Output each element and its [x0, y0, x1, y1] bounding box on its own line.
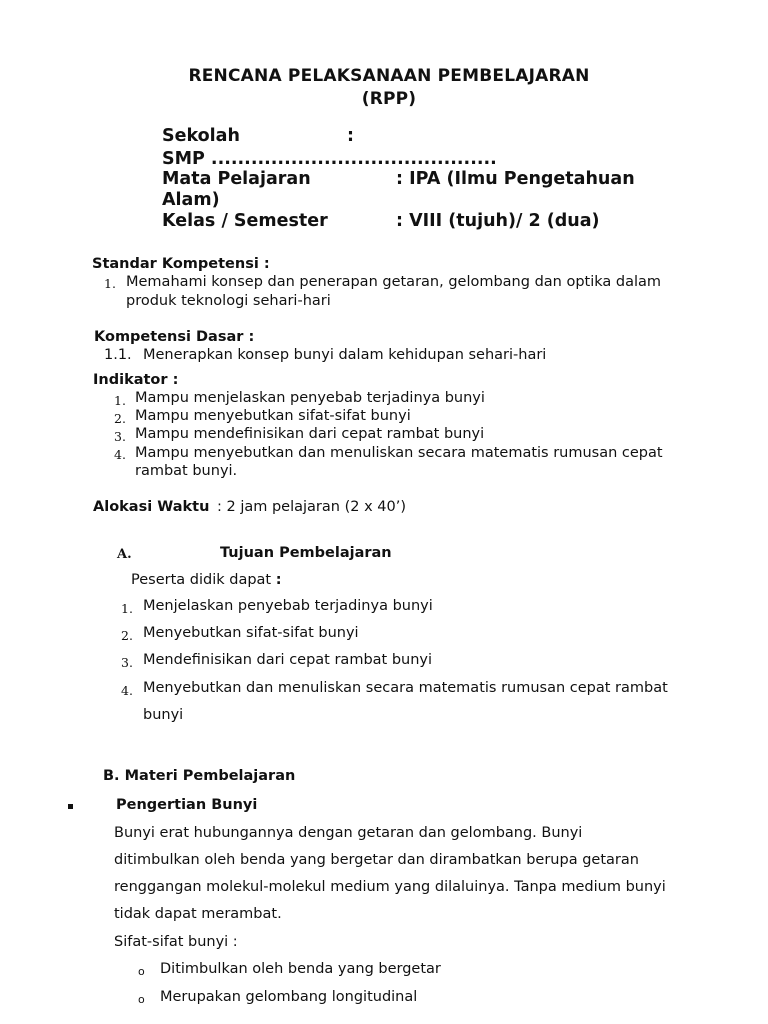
indikator-num: 3. — [114, 429, 126, 444]
tujuan-intro-colon: : — [275, 572, 282, 588]
sifat-label: Sifat-sifat bunyi : — [114, 934, 238, 950]
indikator-item: Mampu menyebutkan dan menuliskan secara matematis rumusan cepat — [135, 445, 663, 461]
standar-item-line1: Memahami konsep dan penerapan getaran, gelombang dan optika dalam — [126, 274, 662, 290]
kelas-value: : VIII (tujuh)/ 2 (dua) — [396, 211, 600, 231]
materi-paragraph-line: Bunyi erat hubungannya dengan getaran dan gelombang. Bunyi — [114, 825, 583, 841]
standar-item-num: 1. — [104, 276, 116, 291]
sekolah-label: Sekolah — [162, 126, 240, 146]
mapel-value-cont: Alam) — [162, 190, 220, 210]
tujuan-num: 2. — [121, 628, 133, 643]
document-subtitle: (RPP) — [361, 89, 417, 109]
square-bullet-icon — [68, 804, 73, 809]
indikator-item-cont: rambat bunyi. — [135, 463, 238, 479]
tujuan-intro-text: Peserta didik dapat — [131, 572, 272, 588]
tujuan-item: Mendefinisikan dari cepat rambat bunyi — [143, 652, 433, 668]
sekolah-colon: : — [347, 126, 354, 146]
indikator-num: 1. — [114, 393, 126, 408]
circle-bullet-icon: o — [138, 993, 145, 1006]
sifat-item: Merupakan gelombang longitudinal — [160, 989, 418, 1005]
circle-bullet-icon: o — [138, 965, 145, 978]
alokasi-value: : 2 jam pelajaran (2 x 40’) — [217, 499, 406, 515]
indikator-item: Mampu mendefinisikan dari cepat rambat bunyi — [135, 426, 485, 442]
indikator-item: Mampu menjelaskan penyebab terjadinya bunyi — [135, 390, 485, 406]
tujuan-num: 4. — [121, 683, 133, 698]
document-title: RENCANA PELAKSANAAN PEMBELAJARAN — [188, 66, 590, 86]
kompetensi-num: 1.1. — [104, 347, 132, 363]
tujuan-item-cont: bunyi — [143, 707, 184, 723]
tujuan-item: Menyebutkan dan menuliskan secara matematis rumusan cepat rambat — [143, 680, 668, 696]
materi-paragraph-line: ditimbulkan oleh benda yang bergetar dan dirambatkan berupa getaran — [114, 852, 639, 868]
materi-heading: B. Materi Pembelajaran — [103, 768, 296, 784]
materi-paragraph-line: tidak dapat merambat. — [114, 906, 282, 922]
sifat-item: Ditimbulkan oleh benda yang bergetar — [160, 961, 441, 977]
tujuan-item: Menyebutkan sifat-sifat bunyi — [143, 625, 359, 641]
mapel-value: : IPA (Ilmu Pengetahuan — [396, 169, 635, 189]
mapel-label: Mata Pelajaran — [162, 169, 311, 189]
kompetensi-heading: Kompetensi Dasar : — [94, 329, 255, 345]
standar-heading: Standar Kompetensi : — [92, 256, 270, 272]
indikator-num: 4. — [114, 447, 126, 462]
smp-line: SMP ........................................... — [162, 149, 497, 169]
tujuan-num: 3. — [121, 655, 133, 670]
tujuan-item: Menjelaskan penyebab terjadinya bunyi — [143, 598, 433, 614]
materi-subheading: Pengertian Bunyi — [116, 797, 258, 813]
tujuan-heading: Tujuan Pembelajaran — [220, 545, 392, 561]
indikator-item: Mampu menyebutkan sifat-sifat bunyi — [135, 408, 411, 424]
kelas-label: Kelas / Semester — [162, 211, 328, 231]
materi-paragraph-line: renggangan molekul-molekul medium yang dilaluinya. Tanpa medium bunyi — [114, 879, 666, 895]
kompetensi-text: Menerapkan konsep bunyi dalam kehidupan sehari-hari — [143, 347, 547, 363]
alokasi-label: Alokasi Waktu — [93, 499, 210, 515]
tujuan-letter: A. — [117, 547, 132, 562]
tujuan-num: 1. — [121, 601, 133, 616]
indikator-heading: Indikator : — [93, 372, 179, 388]
indikator-num: 2. — [114, 411, 126, 426]
tujuan-intro — [131, 572, 282, 588]
standar-item-line2: produk teknologi sehari-hari — [126, 293, 331, 309]
